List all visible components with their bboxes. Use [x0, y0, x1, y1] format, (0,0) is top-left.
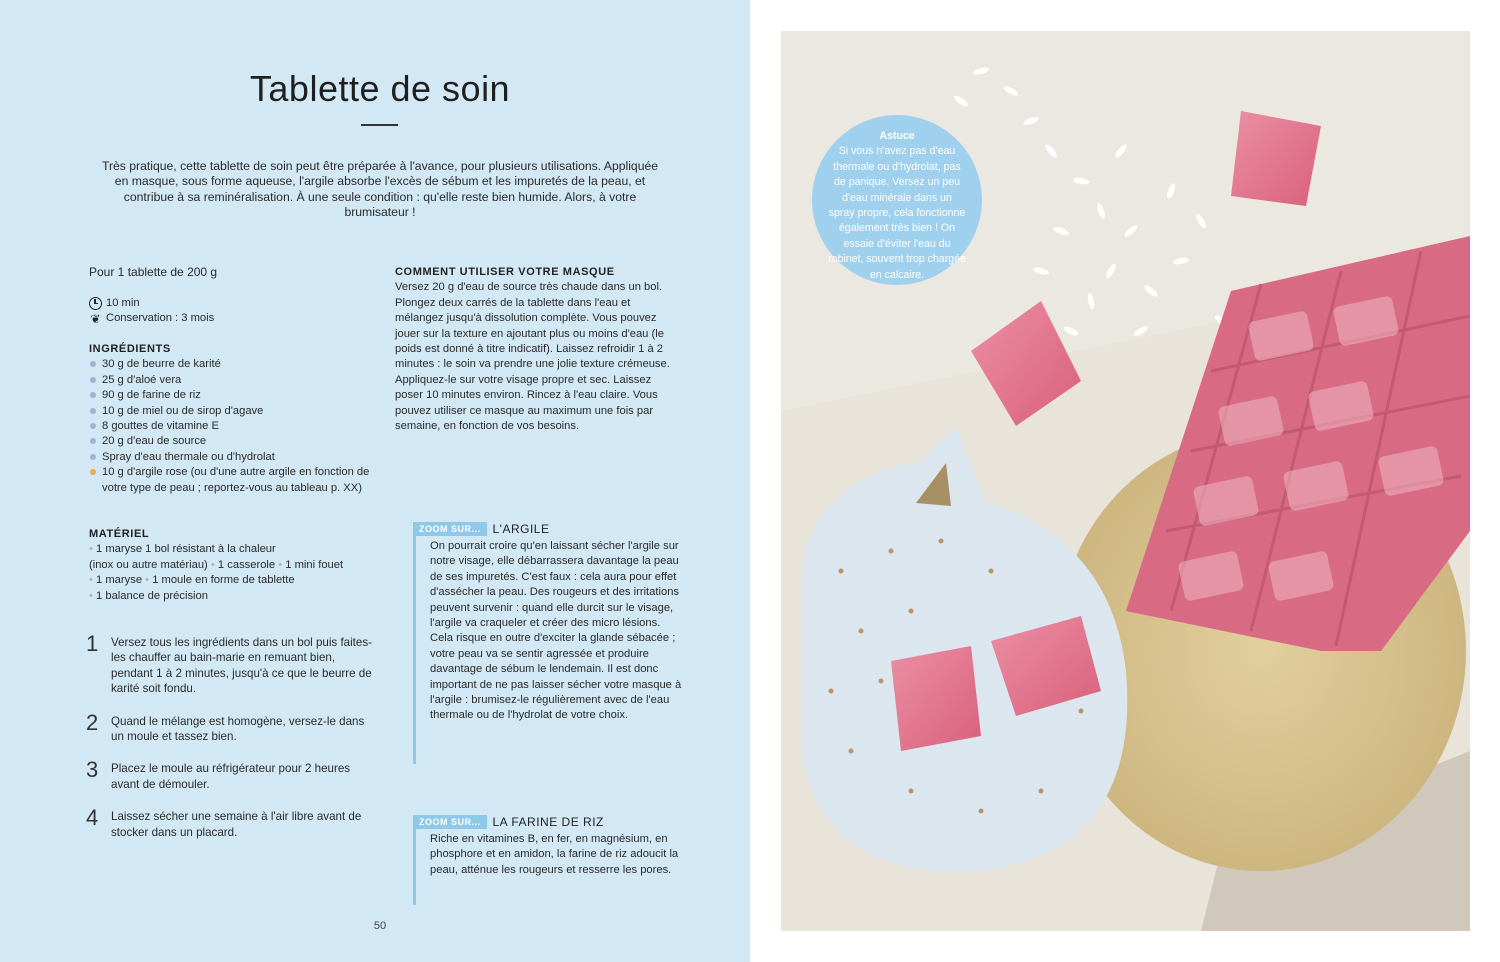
zoom-header [413, 815, 683, 829]
right-page [750, 0, 1500, 962]
intro-text: Très pratique, cette tablette de soin peut être préparée à l'avance, pour plusieurs utilisations. Appliquée en masque, sous forme aqueuse, l'argile absorbe l'excès de sébum et les impuretés de la peau, et contribue à sa reminéralisation. À une seule condition : qu'elle reste bien humide. Alors, à votre brumisateur ! [101, 159, 659, 220]
list-item: 25 g d'aloé vera [89, 373, 374, 388]
ingredients-block [89, 342, 374, 496]
list-item: 20 g d'eau de source [89, 434, 374, 449]
materiel-title: MATÉRIEL [89, 528, 150, 540]
step-text: Versez tous les ingrédients dans un bol puis faites-les chauffer au bain-marie en remuant bien, pendant 1 à 2 minutes, jusqu'à ce que le beurre de karité soit fondu. [111, 636, 373, 696]
howto-text: Versez 20 g d'eau de source très chaude dans un bol. Plongez deux carrés de la tablette dans l'eau et mélangez jusqu'à dissolution complète. Vous pouvez jouer sur la texture en ajoutant plus ou moins d'eau (le poids est donné à titre indicatif). Laissez refroidir 1 à 2 minutes : le soin va prendre une jolie texture crémeuse. Appliquez-le sur votre visage propre et sec. Laissez poser 10 minutes environ. Rincez à l'eau claire. Vous pouvez utiliser ce masque au maximum une fois par semaine, en fonction de vos besoins. [395, 281, 670, 433]
step-text: Laissez sécher une semaine à l'air libre avant de stocker dans un placard. [111, 810, 362, 839]
steps-block [86, 633, 376, 855]
page-number: 50 [373, 920, 387, 932]
list-item: 90 g de farine de riz [89, 388, 374, 403]
step-text: Quand le mélange est homogène, versez-le dans un moule et tassez bien. [111, 714, 365, 744]
materiel-line: (inox ou autre matériau) [89, 558, 208, 571]
step-number: 1 [86, 631, 99, 656]
list-item: Spray d'eau thermale ou d'hydrolat [89, 450, 374, 465]
materiel-line: 1 casserole [217, 558, 276, 571]
tip-text: Si vous n'avez pas d'eau thermale ou d'hydrolat, pas de panique. Versez un peu d'eau minérale dans un spray propre, cela fonctionne également très bien ! On essaie d'éviter l'eau du robinet, souvent trop chargée en calcaire. [828, 145, 966, 281]
zoom-riz-box [413, 815, 683, 878]
zoom-title: LA FARINE DE RIZ [492, 815, 604, 829]
materiel-line: 1 maryse 1 bol résistant à la chaleur [96, 543, 276, 556]
ingredients-list [89, 357, 374, 496]
prep-time-row [89, 296, 374, 311]
title-divider [361, 124, 398, 126]
page-title: Tablette de soin [249, 68, 511, 109]
step-number: 2 [86, 709, 99, 735]
list-item: 10 g d'argile rose (ou d'une autre argile en fonction de votre type de peau ; reportez-vous au tableau p. XX) [89, 465, 374, 496]
materiel-line: 1 balance de précision [96, 589, 208, 602]
zoom-header [413, 522, 683, 536]
howto-block [395, 265, 680, 434]
times-block [89, 296, 374, 327]
clock-icon [89, 297, 102, 310]
step-2 [86, 709, 376, 745]
zoom-bar [413, 532, 416, 764]
tablet-piece [1231, 111, 1321, 206]
step-number: 4 [86, 805, 99, 831]
step-number: 3 [86, 757, 99, 783]
zoom-argile-box [413, 522, 683, 724]
materiel-line: 1 maryse [96, 574, 143, 587]
step-3 [86, 759, 376, 792]
step-4 [86, 807, 376, 840]
list-item: 8 gouttes de vitamine E [89, 419, 374, 434]
zoom-badge: ZOOM SUR... [413, 522, 487, 536]
zoom-badge: ZOOM SUR... [413, 815, 487, 829]
materiel-block [89, 527, 374, 604]
conservation-row [89, 311, 374, 326]
list-item: 10 g de miel ou de sirop d'agave [89, 404, 374, 419]
materiel-text: • 1 maryse 1 bol résistant à la chaleur (inox ou autre matériau) • 1 casserole • 1 mini fouet • 1 maryse • 1 moule en forme de tablette • 1 balance de précision [89, 543, 344, 602]
leaf-icon: ❦ [90, 311, 101, 326]
tablet-cube [891, 646, 981, 751]
zoom-text: On pourrait croire qu'en laissant sécher l'argile sur notre visage, elle débarrassera davantage la peau de ses impuretés. C'est faux : cela aura pour effet d'assécher la peau. Des rougeurs et des irritations peuvent survenir : quand elle durcit sur le visage, l'argile va craqueler et créer des micro lésions. Cela risque en outre d'exciter la glande sébacée ; votre peau va se sentir agressée et produire davantage de sébum le lendemain. Il est donc important de ne pas laisser sécher votre masque à l'argile : brumisez-le régulièrement avec de l'eau thermale ou de l'hydrolat de votre choix. [430, 540, 682, 722]
zoom-title: L'ARGILE [492, 522, 550, 536]
materiel-line: 1 moule en forme de tablette [152, 574, 295, 587]
howto-title: COMMENT UTILISER VOTRE MASQUE [395, 266, 615, 278]
zoom-text: Riche en vitamines B, en fer, en magnésium, en phosphore et en amidon, la farine de riz adoucit la peau, atténue les rougeurs et resserre les pores. [430, 833, 679, 876]
product-photo [781, 31, 1470, 931]
step-1 [86, 633, 376, 697]
conservation-time: Conservation : 3 mois [106, 312, 215, 325]
tip-bubble [812, 115, 982, 285]
prep-time: 10 min [106, 297, 140, 309]
yield-text: Pour 1 tablette de 200 g [89, 265, 218, 279]
materiel-line: 1 mini fouet [285, 558, 344, 571]
tip-title: Astuce [879, 130, 915, 142]
step-text: Placez le moule au réfrigérateur pour 2 heures avant de démouler. [111, 762, 351, 791]
zoom-bar [413, 825, 416, 905]
list-item: 30 g de beurre de karité [89, 357, 374, 372]
ingredients-title: INGRÉDIENTS [89, 343, 171, 355]
